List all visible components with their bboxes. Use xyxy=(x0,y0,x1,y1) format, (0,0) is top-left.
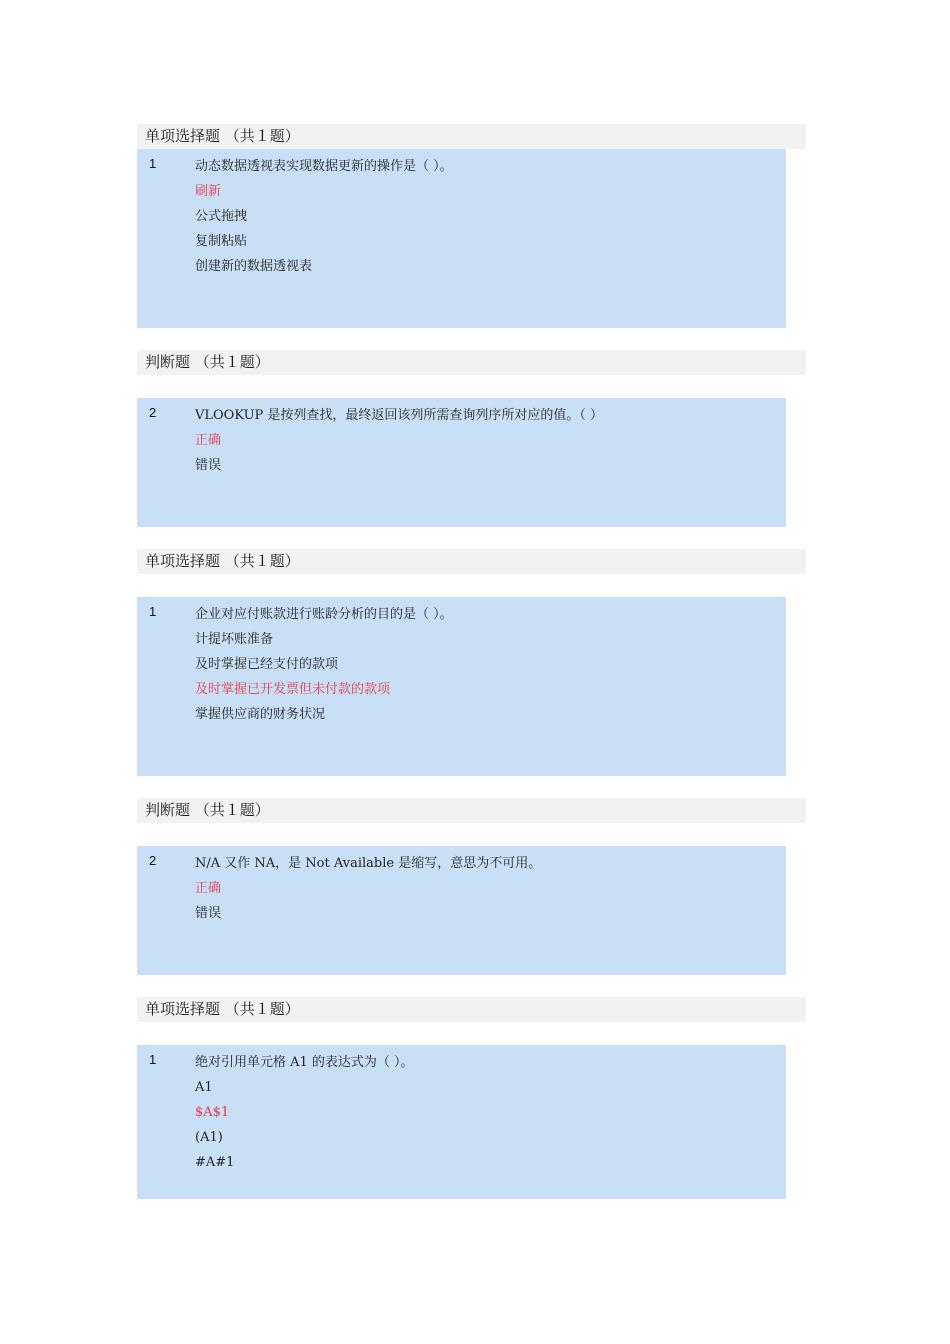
question-number: 1 xyxy=(149,1052,157,1067)
answer-option[interactable]: 复制粘贴 xyxy=(195,234,248,249)
question-card xyxy=(137,597,786,776)
answer-option-correct[interactable]: $A$1 xyxy=(195,1105,230,1120)
question-card xyxy=(137,1045,786,1199)
question-number: 1 xyxy=(149,604,157,619)
answer-option[interactable]: (A1) xyxy=(195,1130,223,1145)
question-text: N/A 又作 NA，是 Not Available 是缩写，意思为不可用。 xyxy=(195,856,542,871)
answer-option[interactable]: 计提坏账准备 xyxy=(195,632,274,647)
answer-option-correct[interactable]: 正确 xyxy=(195,433,222,448)
section-header: 判断题 （共１题） xyxy=(137,350,806,375)
answer-option[interactable]: A1 xyxy=(195,1080,213,1095)
question-card xyxy=(137,149,786,328)
section-header: 判断题 （共１题） xyxy=(137,798,806,823)
question-text: VLOOKUP 是按列查找，最终返回该列所需查询列序所对应的值。（ ） xyxy=(195,408,604,423)
answer-option-correct[interactable]: 刷新 xyxy=(195,184,222,199)
section-header: 单项选择题 （共１题） xyxy=(137,124,806,149)
section-header: 单项选择题 （共１题） xyxy=(137,549,806,574)
question-card xyxy=(137,846,786,975)
answer-option[interactable]: 错误 xyxy=(195,458,222,473)
question-text: 企业对应付账款进行账龄分析的目的是（ ）。 xyxy=(195,607,453,622)
question-number: 2 xyxy=(149,405,157,420)
answer-option[interactable]: #A#1 xyxy=(195,1155,235,1170)
question-text: 动态数据透视表实现数据更新的操作是（ ）。 xyxy=(195,159,453,174)
question-number: 2 xyxy=(149,853,157,868)
answer-option[interactable]: 错误 xyxy=(195,906,222,921)
answer-option[interactable]: 创建新的数据透视表 xyxy=(195,259,313,274)
answer-option[interactable]: 掌握供应商的财务状况 xyxy=(195,707,326,722)
answer-option-correct[interactable]: 及时掌握已开发票但未付款的款项 xyxy=(195,682,391,697)
question-text: 绝对引用单元格 A1 的表达式为（ ）。 xyxy=(195,1055,414,1070)
answer-option[interactable]: 及时掌握已经支付的款项 xyxy=(195,657,339,672)
question-card xyxy=(137,398,786,527)
section-header: 单项选择题 （共１题） xyxy=(137,997,806,1022)
question-number: 1 xyxy=(149,156,157,171)
answer-option[interactable]: 公式拖拽 xyxy=(195,209,248,224)
answer-option-correct[interactable]: 正确 xyxy=(195,881,222,896)
